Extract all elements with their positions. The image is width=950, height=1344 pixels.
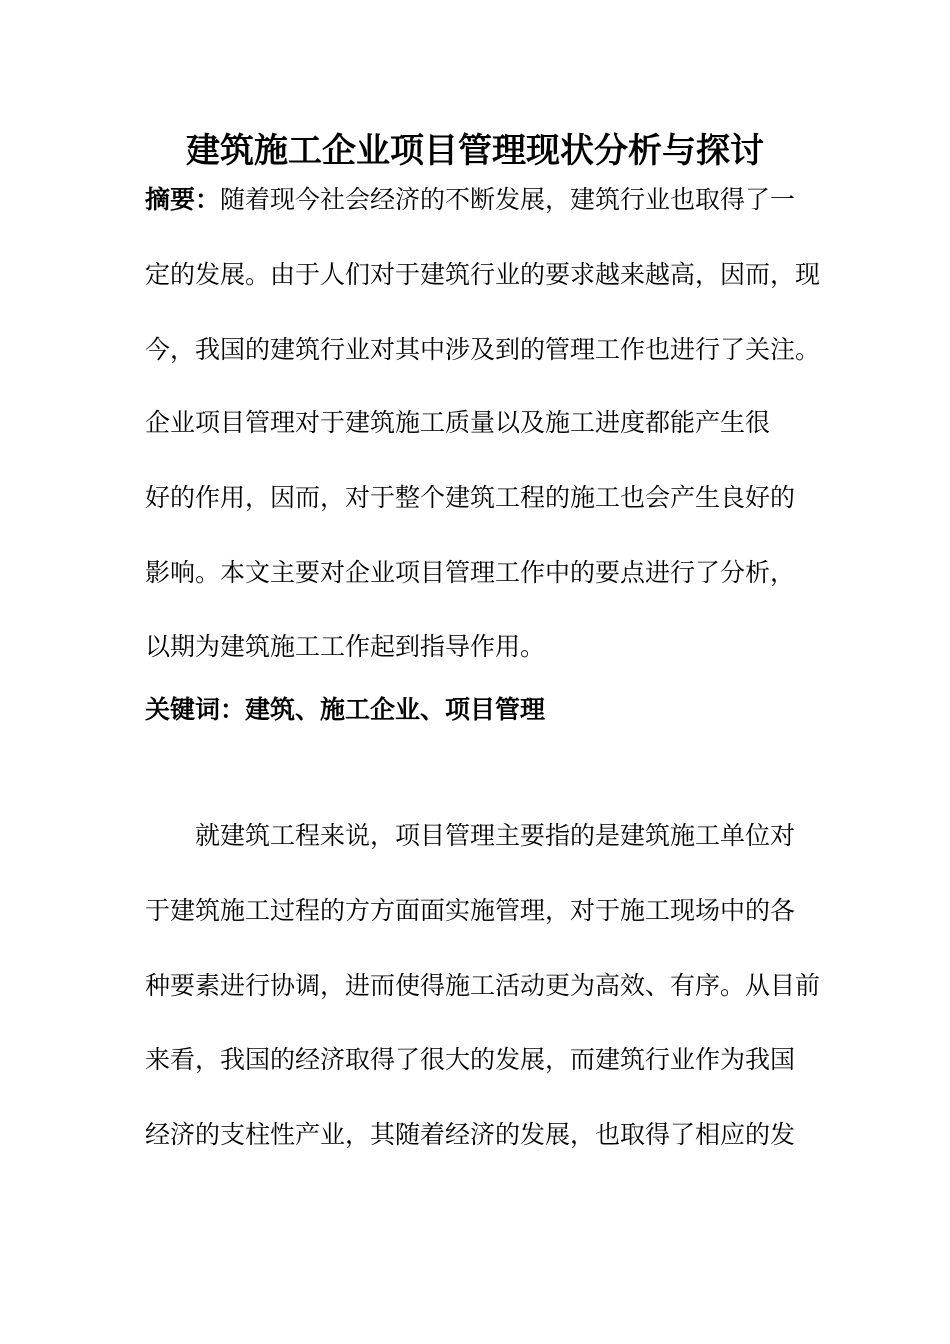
keywords-value: 建筑、施工企业、项目管理 [245, 695, 546, 724]
body-line: 来看，我国的经济取得了很大的发展，而建筑行业作为我国 [145, 1045, 796, 1074]
body-line: 于建筑施工过程的方方面面实施管理，对于施工现场中的各 [145, 896, 796, 925]
keywords-line [145, 690, 545, 730]
keywords-label: 关键词： [145, 695, 246, 724]
abstract-line: 今，我国的建筑行业对其中涉及到的管理工作也进行了关注。 [145, 335, 821, 364]
abstract-line: 定的发展。由于人们对于建筑行业的要求越来越高，因而，现 [145, 260, 821, 289]
abstract-line: 好的作用，因而，对于整个建筑工程的施工也会产生良好的 [145, 483, 796, 512]
abstract-line: 企业项目管理对于建筑施工质量以及施工进度都能产生很 [145, 408, 771, 437]
abstract-line [145, 180, 795, 220]
body-line: 种要素进行协调，进而使得施工活动更为高效、有序。从目前 [145, 971, 821, 1000]
body-line: 经济的支柱性产业，其随着经济的发展，也取得了相应的发 [145, 1120, 796, 1149]
abstract-label: 摘要： [145, 185, 221, 214]
body-line: 就建筑工程来说，项目管理主要指的是建筑施工单位对 [195, 821, 796, 850]
abstract-line: 影响。本文主要对企业项目管理工作中的要点进行了分析， [145, 558, 796, 587]
document-title: 建筑施工企业项目管理现状分析与探讨 [186, 131, 764, 171]
abstract-line: 以期为建筑施工工作起到指导作用。 [145, 632, 546, 661]
abstract-text: 随着现今社会经济的不断发展，建筑行业也取得了一 [220, 185, 796, 214]
